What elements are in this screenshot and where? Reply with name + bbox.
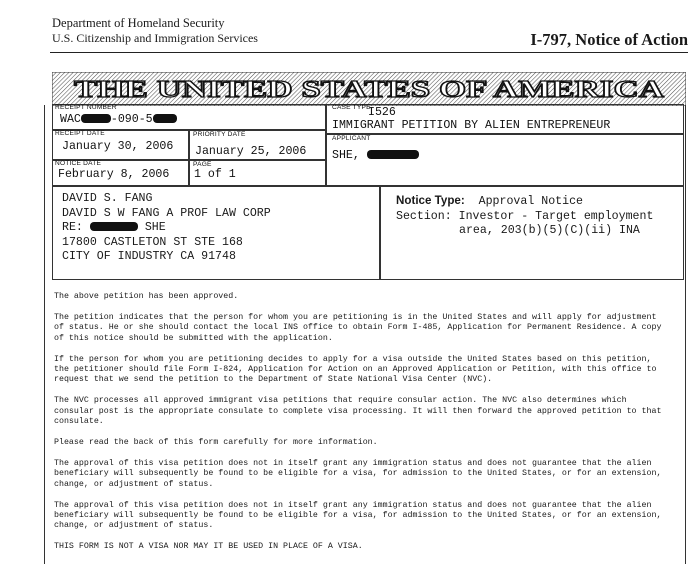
redaction-mark bbox=[153, 114, 177, 123]
priority-date: January 25, 2006 bbox=[195, 145, 307, 158]
usa-banner bbox=[52, 72, 686, 106]
notice-type-block bbox=[396, 194, 653, 239]
address-line: 17800 CASTLETON ST STE 168 bbox=[62, 235, 243, 249]
redaction-mark bbox=[90, 222, 138, 231]
page-label: PAGE bbox=[193, 161, 212, 168]
notice-type-label: Notice Type: bbox=[396, 194, 465, 207]
receipt-number-prefix: WAC bbox=[60, 113, 81, 126]
agency-name: Department of Homeland Security bbox=[52, 16, 225, 30]
redaction-mark bbox=[367, 150, 419, 159]
body-paragraph: The approval of this visa petition does not in itself grant any immigration status and does not guarantee that the alien beneficiary will subsequently be found to be eligible for a visa, for admission to the United States, or for an extension, change, or adjustment of status. bbox=[54, 459, 662, 489]
case-type-label: CASE TYPE bbox=[332, 104, 371, 111]
section-line-cont: area, 203(b)(5)(C)(ii) INA bbox=[459, 224, 640, 238]
receipt-date: January 30, 2006 bbox=[62, 140, 174, 153]
applicant-name-text: SHE, bbox=[332, 149, 360, 162]
address-line: CITY OF INDUSTRY CA 91748 bbox=[62, 250, 236, 264]
redaction-mark bbox=[81, 114, 111, 123]
notice-date-label: NOTICE DATE bbox=[55, 160, 102, 167]
address-line: DAVID S W FANG A PROF LAW CORP bbox=[62, 206, 271, 220]
body-paragraph: The approval of this visa petition does not in itself grant any immigration status and does not guarantee that the alien beneficiary will subsequently be found to be eligible for a visa, for admission to the United States, or for an extension, change, or adjustment of status. bbox=[54, 500, 662, 531]
priority-date-label: PRIORITY DATE bbox=[193, 131, 246, 138]
body-paragraph: Please read the back of this form carefully for more information. bbox=[54, 438, 378, 448]
notice-date: February 8, 2006 bbox=[58, 168, 170, 181]
body-paragraph: THIS FORM IS NOT A VISA NOR MAY IT BE USED IN PLACE OF A VISA. bbox=[54, 542, 363, 552]
address-re-name: SHE bbox=[144, 221, 166, 235]
applicant-name bbox=[332, 149, 419, 162]
section-line: Section: Investor - Target employment bbox=[396, 209, 654, 223]
body-paragraph: The above petition has been approved. bbox=[54, 292, 239, 301]
mailing-address bbox=[62, 192, 271, 265]
agency-subname: U.S. Citizenship and Immigration Services bbox=[52, 31, 258, 45]
notice-body bbox=[54, 292, 670, 564]
page-value: 1 of 1 bbox=[194, 168, 236, 181]
body-paragraph: If the person for whom you are petitioning decides to apply for a visa outside the United States based on this petition, the petitioner should file Form I-824, Application for Action on an Approved Application or Petition, with this office to request that we send the petition to the Department of State National Visa Center (NVC). bbox=[54, 354, 657, 385]
receipt-number bbox=[60, 113, 177, 126]
address-re-label: RE: bbox=[62, 221, 83, 235]
address-line: DAVID S. FANG bbox=[62, 192, 153, 205]
body-paragraph: The NVC processes all approved immigrant visa petitions that require consular action. The NVC also determines which consular post is the appropriate consulate to complete visa processing. It will then forward the approved petition to that consulate. bbox=[54, 396, 662, 426]
agency-header bbox=[52, 16, 258, 46]
notice-type-value: Approval Notice bbox=[478, 195, 584, 208]
receipt-number-middle: -090-5 bbox=[110, 113, 153, 126]
receipt-date-label: RECEIPT DATE bbox=[55, 130, 105, 137]
banner-text: THE UNITED STATES OF AMERICA bbox=[74, 77, 665, 103]
case-type-description: IMMIGRANT PETITION BY ALIEN ENTREPRENEUR bbox=[332, 119, 611, 132]
form-title: I-797, Notice of Action bbox=[530, 30, 688, 49]
notice-type-line bbox=[396, 194, 653, 210]
receipt-number-label: RECEIPT NUMBER bbox=[55, 104, 117, 111]
case-type-code: I526 bbox=[368, 106, 396, 119]
header-rule bbox=[50, 52, 688, 53]
applicant-label: APPLICANT bbox=[332, 135, 371, 142]
address-line bbox=[62, 221, 271, 236]
body-paragraph: The petition indicates that the person for whom you are petitioning is in the United States and will apply for adjustment of status. He or she should contact the local INS office to obtain Form I-485, Application for Permanent Residence. A copy of this notice should be submitted with the application. bbox=[54, 313, 662, 343]
